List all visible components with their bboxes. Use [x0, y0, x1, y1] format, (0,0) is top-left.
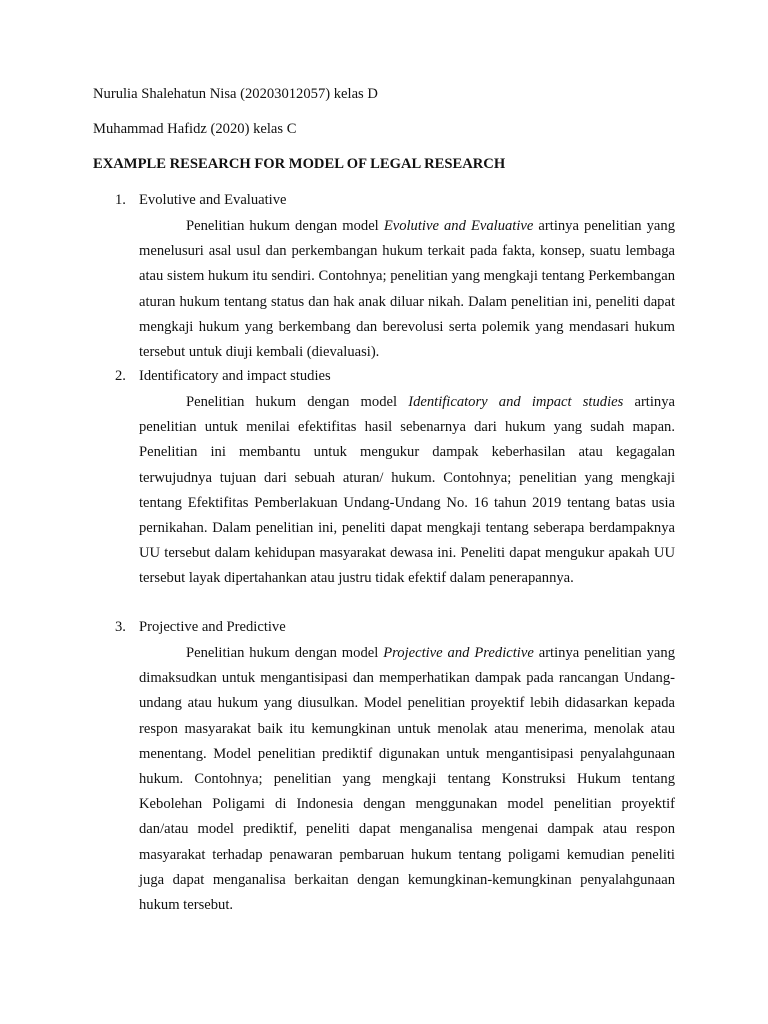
- list-item-paragraph: [139, 214, 675, 365]
- list-item-number: 2.: [115, 368, 126, 384]
- list-item-header: [93, 619, 675, 639]
- list-item-heading: Projective and Predictive: [139, 619, 286, 635]
- list-item-heading: Evolutive and Evaluative: [139, 192, 287, 208]
- list-item-number: 3.: [115, 619, 126, 635]
- list-item-identificatory: [93, 368, 675, 592]
- paragraph-body: artinya penelitian yang menelusuri asal usul dan perkembangan hukum terkait pada fakta, konsep, suatu lembaga atau sistem hukum itu sendiri. Contohnya; penelitian yang mengkaji tentang Perkembangan aturan hukum tentang status dan hak anak diluar nikah. Dalam penelitian ini, peneliti dapat mengkaji hukum yang berkembang dan berevolusi serta polemik yang mendasari hukum tersebut untuk diuji kembali (dievaluasi).: [139, 218, 675, 361]
- list-item-header: [93, 368, 675, 388]
- list-item-paragraph: [139, 641, 675, 918]
- paragraph-emphasis: Projective and Predictive: [383, 645, 534, 661]
- document-title: EXAMPLE RESEARCH FOR MODEL OF LEGAL RESEARCH: [93, 156, 506, 172]
- list-item-projective: [93, 619, 675, 918]
- paragraph-emphasis: Identificatory and impact studies: [408, 394, 624, 410]
- paragraph-lead: Penelitian hukum dengan model: [186, 218, 384, 234]
- list-item-paragraph: [139, 390, 675, 592]
- author-line-1: Nurulia Shalehatun Nisa (20203012057) kelas D: [93, 86, 378, 102]
- list-item-header: [93, 192, 675, 212]
- author-line-2: Muhammad Hafidz (2020) kelas C: [93, 121, 297, 137]
- list-item-evolutive: [93, 192, 675, 365]
- paragraph-body: artinya penelitian yang dimaksudkan untuk mengantisipasi dan memperhatikan dampak pada rancangan Undang-undang atau hukum yang diusulkan. Model penelitian proyektif lebih didasarkan kepada respon masyarakat baik itu kemungkinan untuk menolak atau menerima, menolak atau menentang. Model penelitian prediktif digunakan untuk mengantisipasi penyalahgunaan hukum. Contohnya; penelitian yang mengkaji tentang Konstruksi Hukum tentang Kebolehan Poligami di Indonesia dengan menggunakan model penelitian proyektif dan/atau model prediktif, peneliti dapat menganalisa mengenai dampak atau respon masyarakat terhadap penawaran pembaruan hukum tentang poligami kemudian peneliti juga dapat menganalisa berkaitan dengan kemungkinan-kemungkinan penyalahgunaan hukum tersebut.: [139, 645, 675, 914]
- paragraph-body: artinya penelitian untuk menilai efektifitas hasil sebenarnya dari hukum yang sudah mapan. Penelitian ini membantu untuk mengukur dampak keberhasilan atau kegagalan terwujudnya tujuan dari sebuah aturan/ hukum. Contohnya; penelitian yang mengkaji tentang Efektifitas Pemberlakuan Undang-Undang No. 16 tahun 2019 tentang batas usia pernikahan. Dalam penelitian ini, peneliti dapat mengkaji tentang seberapa berdampaknya UU tersebut dalam kehidupan masyarakat dewasa ini. Peneliti dapat mengukur apakah UU tersebut layak dipertahankan atau justru tidak efektif dalam penerapannya.: [139, 394, 675, 587]
- paragraph-lead: Penelitian hukum dengan model: [186, 645, 384, 661]
- paragraph-emphasis: Evolutive and Evaluative: [383, 218, 534, 234]
- paragraph-lead: Penelitian hukum dengan model: [186, 394, 409, 410]
- list-item-heading: Identificatory and impact studies: [139, 368, 331, 384]
- list-item-number: 1.: [115, 192, 126, 208]
